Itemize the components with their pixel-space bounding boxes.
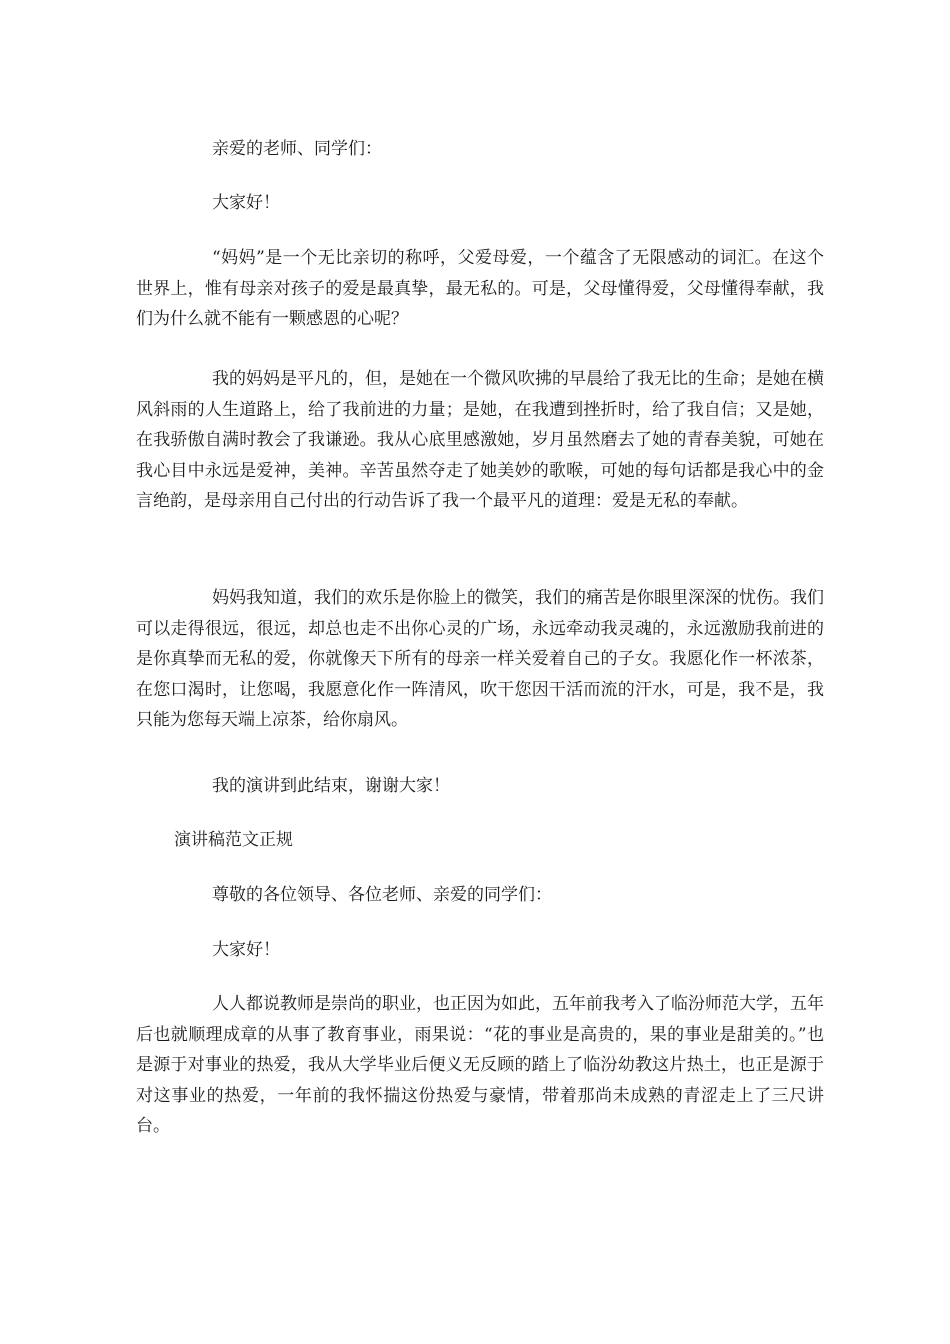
closing-line: 我的演讲到此结束，谢谢大家！ bbox=[212, 776, 450, 796]
paragraph-teacher: 人人都说教师是崇尚的职业，也正因为如此，五年前我考入了临汾师范大学，五年后也就顺理成章的从事了教育事业，雨果说：“花的事业是高贵的，果的事业是甜美的。”也是源于对事业的热爱，我从大学毕业后便义无反顾的踏上了临汾幼教这片热土，也正是源于对这事业的热爱，一年前的我怀揣这份热爱与豪情，带着那尚未成熟的青涩走上了三尺讲台。 bbox=[136, 994, 824, 1136]
paragraph-mother-intro: “妈妈”是一个无比亲切的称呼，父爱母爱，一个蕴含了无限感动的词汇。在这个世界上，惟有母亲对孩子的爱是最真挚，最无私的。可是，父母懂得爱，父母懂得奉献，我们为什么就不能有一颗感恩的心呢？ bbox=[136, 248, 824, 329]
paragraph-mother-love: 妈妈我知道，我们的欢乐是你脸上的微笑，我们的痛苦是你眼里深深的忧伤。我们可以走得很远，很远，却总也走不出你心灵的广场，永远牵动我灵魂的，永远激励我前进的是你真挚而无私的爱，你就像天下所有的母亲一样关爱着自己的子女。我愿化作一杯浓茶，在您口渴时，让您喝，我愿意化作一阵清风，吹干您因干活而流的汗水，可是，我不是，我只能为您每天端上凉茶，给你扇风。 bbox=[136, 588, 824, 730]
section-heading: 演讲稿范文正规 bbox=[174, 830, 293, 850]
paragraph-ordinary-mother: 我的妈妈是平凡的，但，是她在一个微风吹拂的早晨给了我无比的生命；是她在横风斜雨的人生道路上，给了我前进的力量；是她，在我遭到挫折时，给了我自信；又是她，在我骄傲自满时教会了我谦逊。我从心底里感激她，岁月虽然磨去了她的青春美貌，可她在我心目中永远是爱神，美神。辛苦虽然夺走了她美妙的歌喉，可她的每句话都是我心中的金言绝韵，是母亲用自己付出的行动告诉了我一个最平凡的道理：爱是无私的奉献。 bbox=[136, 369, 824, 511]
greeting: 大家好！ bbox=[212, 193, 280, 213]
salutation-2: 尊敬的各位领导、各位老师、亲爱的同学们： bbox=[212, 885, 552, 905]
greeting-2: 大家好！ bbox=[212, 940, 280, 960]
salutation: 亲爱的老师、同学们： bbox=[212, 139, 382, 159]
